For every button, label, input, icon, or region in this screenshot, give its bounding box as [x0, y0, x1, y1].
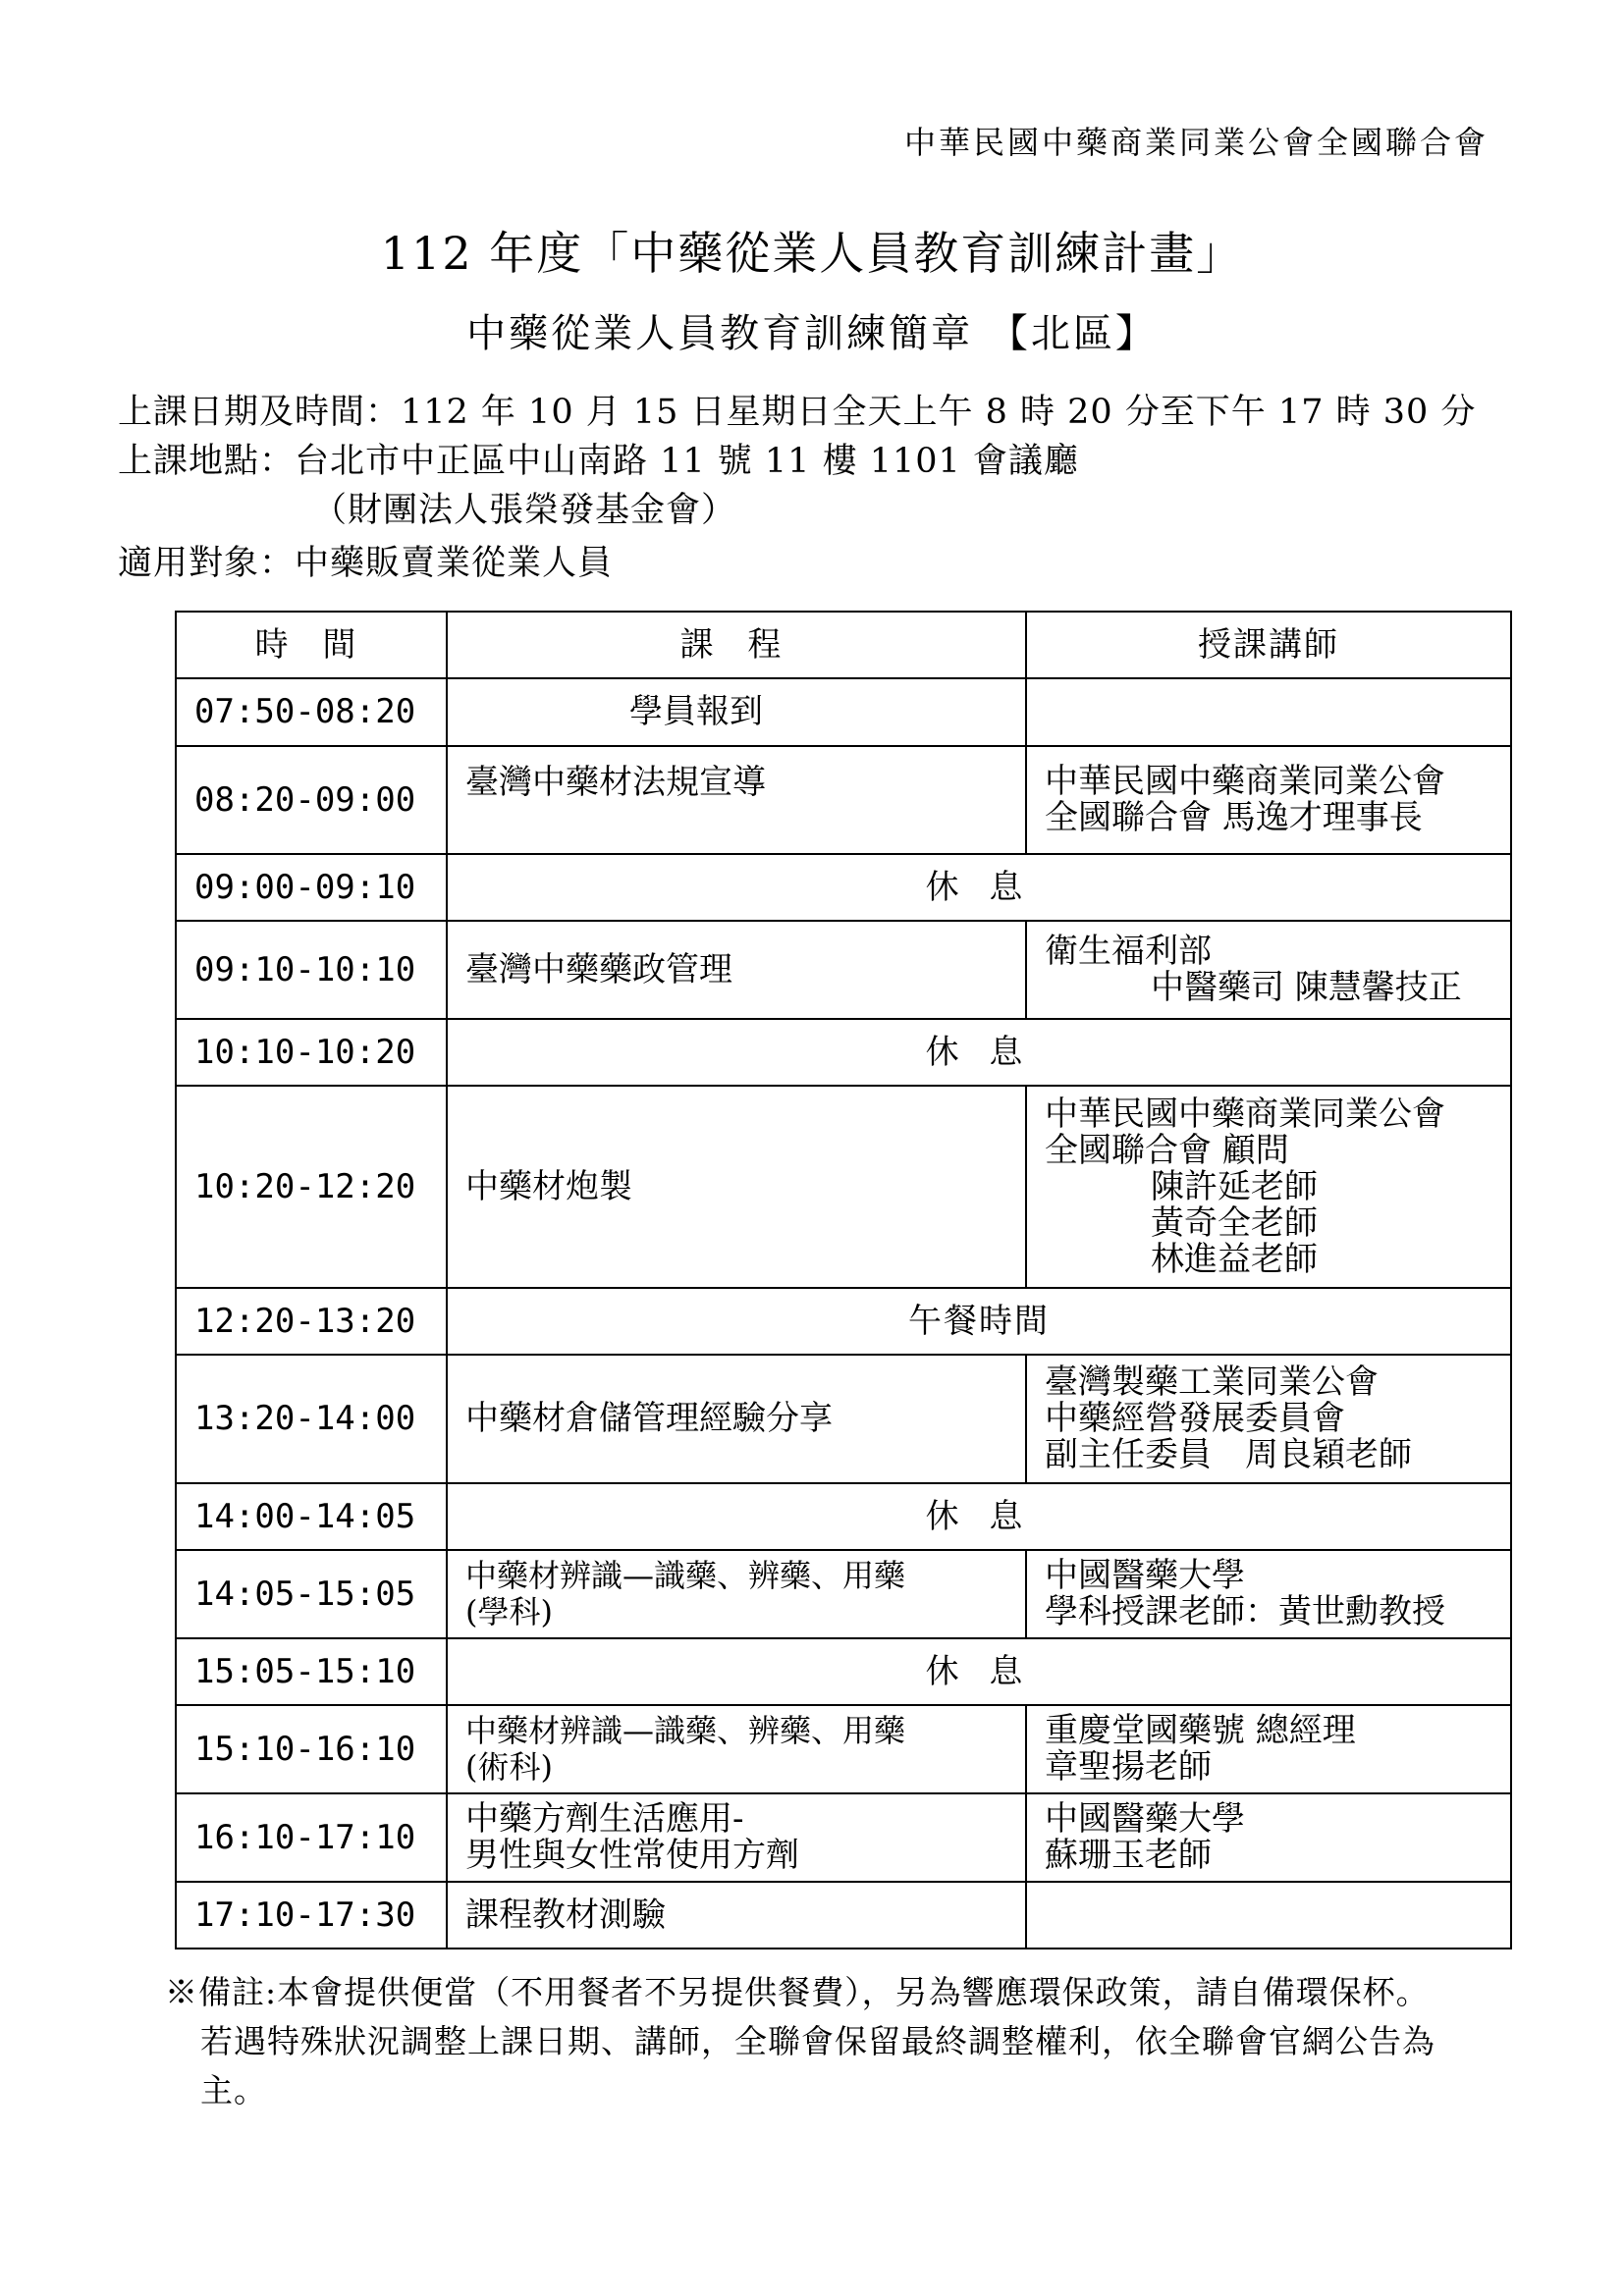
table-row: [176, 1483, 1511, 1550]
table-row: [176, 1355, 1511, 1483]
row-time: 17:10-17:30: [176, 1882, 447, 1949]
row-break: 休 息: [447, 1019, 1511, 1086]
location-info: 上課地點：台北市中正區中山南路 11 號 11 樓 1101 會議廳: [118, 442, 1079, 481]
course-line: (術科): [465, 1748, 553, 1786]
row-time: 08:20-09:00: [176, 746, 447, 854]
schedule-table: [175, 611, 1512, 1949]
row-teacher: [1026, 1086, 1511, 1288]
row-teacher: [1026, 1355, 1511, 1483]
table-row: [176, 921, 1511, 1019]
row-teacher: [1026, 1793, 1511, 1882]
course-line: 中藥材辨識—識藥、辨藥、用藥: [465, 1712, 906, 1749]
course-line: 學員報到: [629, 692, 763, 731]
teacher-line: 中華民國中藥商業同業公會: [1045, 1094, 1445, 1134]
row-course: [447, 1086, 1026, 1288]
row-teacher: [1026, 1705, 1511, 1793]
row-break: 午餐時間: [447, 1288, 1511, 1355]
teacher-line: 中國醫藥大學: [1045, 1799, 1245, 1839]
course-line: 中藥材辨識—識藥、辨藥、用藥: [465, 1557, 906, 1594]
row-time: 10:20-12:20: [176, 1086, 447, 1288]
row-break: 休 息: [447, 854, 1511, 921]
row-time: 09:00-09:10: [176, 854, 447, 921]
teacher-line: 學科授課老師：黃世勳教授: [1045, 1592, 1445, 1631]
row-time: 09:10-10:10: [176, 921, 447, 1019]
footnote-line: 主。: [200, 2071, 267, 2109]
row-teacher: [1026, 1550, 1511, 1638]
teacher-line: 林進益老師: [1151, 1239, 1318, 1279]
row-time: 13:20-14:00: [176, 1355, 447, 1483]
table-row: [176, 1882, 1511, 1949]
footnote-line: 若遇特殊狀況調整上課日期、講師，全聯會保留最終調整權利，依全聯會官網公告為: [200, 2022, 1435, 2060]
teacher-line: 重慶堂國藥號 總經理: [1045, 1711, 1356, 1750]
page-title: 112 年度「中藥從業人員教育訓練計畫」: [380, 227, 1244, 280]
course-line: 中藥材炮製: [465, 1166, 632, 1206]
row-time: 15:10-16:10: [176, 1705, 447, 1793]
teacher-line: 蘇珊玉老師: [1045, 1836, 1212, 1875]
row-time: 14:00-14:05: [176, 1483, 447, 1550]
footnote-line: ※備註:本會提供便當（不用餐者不另提供餐費），另為響應環保政策，請自備環保杯。: [165, 1973, 1430, 2011]
header-course: 課 程: [447, 612, 1026, 678]
course-line: 中藥材倉儲管理經驗分享: [465, 1399, 833, 1438]
row-time: 15:05-15:10: [176, 1638, 447, 1705]
header-time: 時 間: [176, 612, 447, 678]
teacher-line: 中華民國中藥商業同業公會: [1045, 762, 1445, 801]
course-line: 臺灣中藥材法規宣導: [465, 763, 766, 802]
teacher-line: 臺灣製藥工業同業公會: [1045, 1362, 1379, 1402]
header-teacher: 授課講師: [1026, 612, 1511, 678]
table-row: [176, 1086, 1511, 1288]
teacher-line: 全國聯合會 顧問: [1045, 1130, 1289, 1170]
organization-name: 中華民國中藥商業同業公會全國聯合會: [903, 124, 1489, 161]
teacher-line: 中國醫藥大學: [1045, 1556, 1245, 1595]
teacher-line: 衛生福利部: [1045, 932, 1212, 971]
row-course: [447, 746, 1026, 854]
row-time: 14:05-15:05: [176, 1550, 447, 1638]
table-row: [176, 854, 1511, 921]
table-row: [176, 1793, 1511, 1882]
table-header-row: [176, 612, 1511, 678]
row-course: [447, 1550, 1026, 1638]
course-line: 臺灣中藥藥政管理: [465, 949, 732, 989]
row-teacher: [1026, 678, 1511, 746]
page-subtitle: 中藥從業人員教育訓練簡章 【北區】: [466, 311, 1158, 356]
row-break: 休 息: [447, 1638, 1511, 1705]
table-row: [176, 746, 1511, 854]
teacher-line: 全國聯合會 馬逸才理事長: [1045, 798, 1423, 837]
teacher-line: 章聖揚老師: [1045, 1747, 1212, 1787]
row-teacher: [1026, 921, 1511, 1019]
course-line: 中藥方劑生活應用-: [465, 1799, 744, 1839]
row-course: [447, 678, 1026, 746]
table-row: [176, 1288, 1511, 1355]
table-row: [176, 1550, 1511, 1638]
location-note: （財團法人張榮發基金會）: [312, 491, 737, 530]
row-break: 休 息: [447, 1483, 1511, 1550]
row-course: [447, 1793, 1026, 1882]
row-course: [447, 921, 1026, 1019]
row-time: 12:20-13:20: [176, 1288, 447, 1355]
teacher-line: 陳許延老師: [1151, 1166, 1318, 1206]
course-line: 課程教材測驗: [465, 1895, 666, 1935]
teacher-line: 中藥經營發展委員會: [1045, 1399, 1345, 1438]
table-row: [176, 678, 1511, 746]
audience-info: 適用對象：中藥販賣業從業人員: [118, 544, 614, 583]
teacher-line: 副主任委員 周良穎老師: [1045, 1435, 1412, 1474]
row-teacher: [1026, 1882, 1511, 1949]
row-time: 16:10-17:10: [176, 1793, 447, 1882]
row-teacher: [1026, 746, 1511, 854]
row-time: 07:50-08:20: [176, 678, 447, 746]
teacher-line: 黃奇全老師: [1151, 1202, 1318, 1243]
row-time: 10:10-10:20: [176, 1019, 447, 1086]
row-course: [447, 1705, 1026, 1793]
table-row: [176, 1638, 1511, 1705]
course-line: (學科): [465, 1593, 553, 1630]
date-time-info: 上課日期及時間：112 年 10 月 15 日星期日全天上午 8 時 20 分至下午 17 時 30 分: [118, 393, 1477, 432]
table-row: [176, 1019, 1511, 1086]
row-course: [447, 1355, 1026, 1483]
teacher-line: 中醫藥司 陳慧馨技正: [1151, 968, 1462, 1007]
footnote: [165, 1968, 1530, 2115]
row-course: [447, 1882, 1026, 1949]
table-row: [176, 1705, 1511, 1793]
course-line: 男性與女性常使用方劑: [465, 1836, 799, 1875]
